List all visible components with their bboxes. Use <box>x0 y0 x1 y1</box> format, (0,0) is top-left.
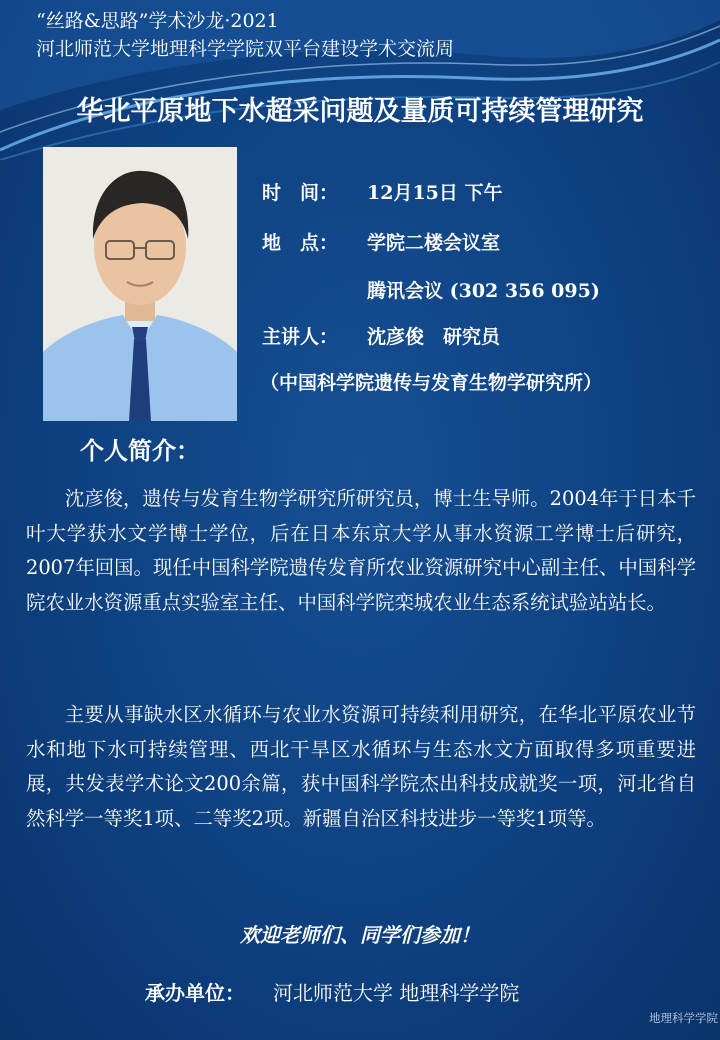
speaker-row <box>262 324 500 350</box>
series-title: “丝路&思路”学术沙龙·2021 <box>36 10 279 32</box>
organizer <box>145 978 519 1008</box>
time-row <box>262 180 503 206</box>
bio-paragraph-1: 沈彦俊，遗传与发育生物学研究所研究员，博士生导师。2004年于日本千叶大学获水文学博士学位，后在日本东京大学从事水资源工学博士后研究，2007年回国。现任中国科学院遗传发育所农业资源研究中心副主任、中国科学院农业水资源重点实验室主任、中国科学院栾城农业生态系统试验站站长。 <box>26 487 696 614</box>
speaker-photo <box>43 147 237 421</box>
affiliation-row <box>260 370 602 396</box>
place-row <box>262 230 500 256</box>
speaker-label: 主讲人： <box>262 326 339 348</box>
speaker-affiliation: （中国科学院遗传与发育生物学研究所） <box>260 372 603 394</box>
speaker-value: 沈彦俊 研究员 <box>367 326 501 348</box>
online-meeting-value: 腾讯会议 (302 356 095) <box>367 280 600 302</box>
online-meeting-row <box>367 278 600 304</box>
organizer-value: 河北师范大学 地理科学学院 <box>273 981 520 1005</box>
organizer-label: 承办单位： <box>145 981 245 1005</box>
bio-heading: 个人简介： <box>80 437 200 465</box>
bio-paragraph-2: 主要从事缺水区水循环与农业水资源可持续利用研究，在华北平原农业节水和地下水可持续管理、西北干旱区水循环与生态水文方面取得多项重要进展，共发表学术论文200余篇，获中国科学院杰出科技成就奖一项，河北省自然科学一等奖1项、二等奖2项。新疆自治区科技进步一等奖1项等。 <box>26 703 696 830</box>
event-title: 河北师范大学地理科学学院双平台建设学术交流周 <box>36 38 455 60</box>
place-value: 学院二楼会议室 <box>367 232 501 254</box>
place-label: 地 点： <box>262 232 339 254</box>
welcome-message: 欢迎老师们、同学们参加！ <box>240 923 480 947</box>
lecture-title: 华北平原地下水超采问题及量质可持续管理研究 <box>76 96 644 127</box>
watermark: 地理科学学院 <box>649 1011 718 1025</box>
time-value: 12月15日 下午 <box>367 182 503 204</box>
time-label: 时 间： <box>262 182 339 204</box>
